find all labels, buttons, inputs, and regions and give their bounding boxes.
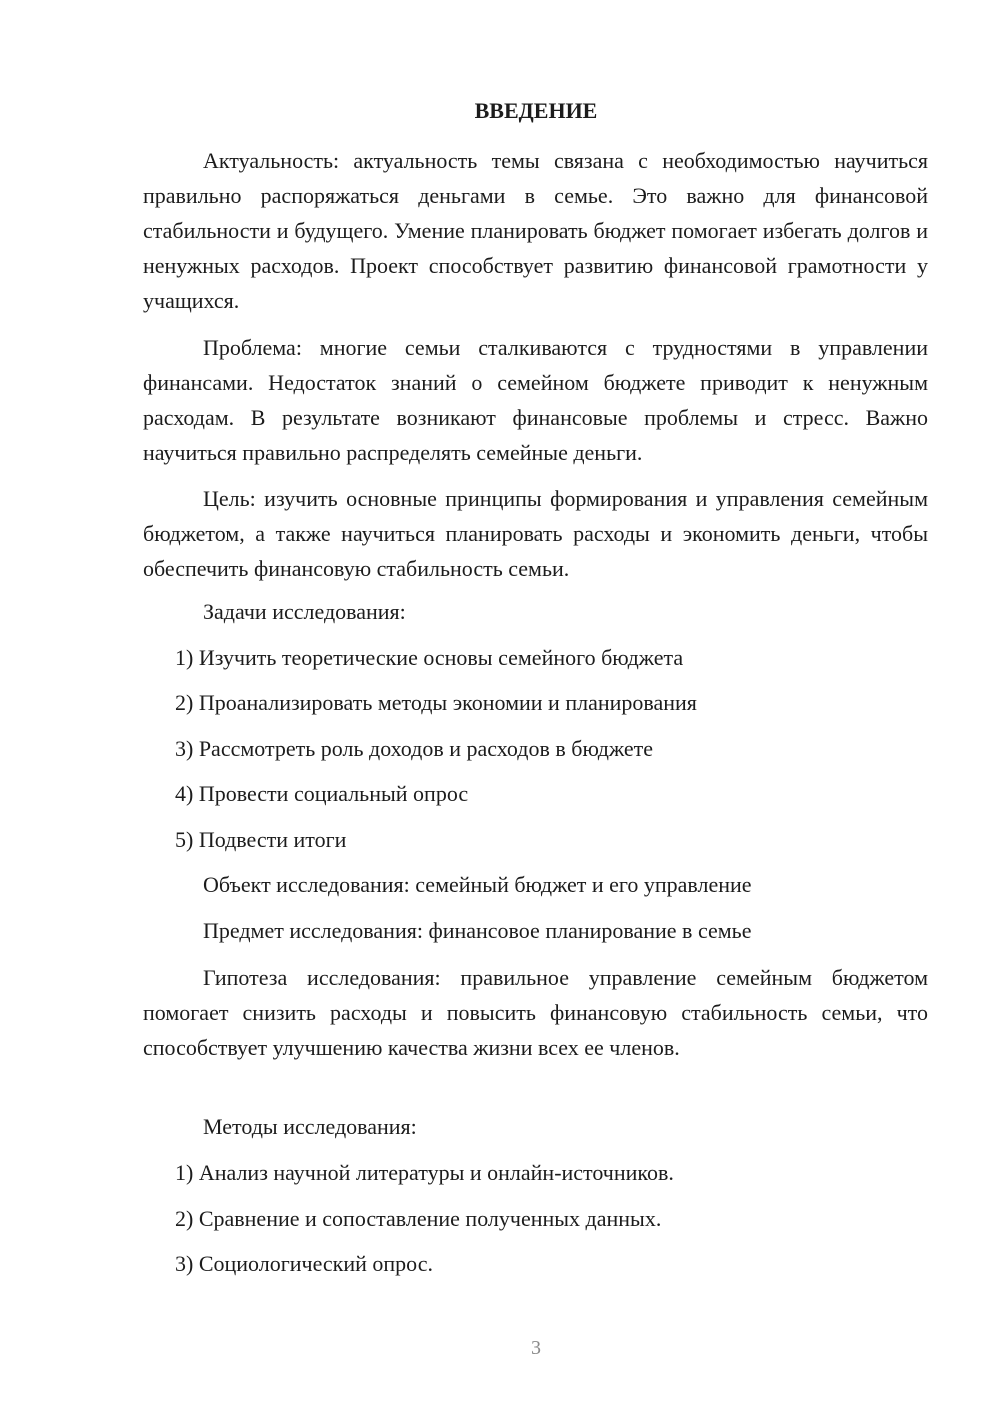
task-item: 4) Провести социальный опрос: [175, 781, 469, 806]
research-object: Объект исследования: семейный бюджет и его управление: [203, 872, 752, 897]
task-item: 5) Подвести итоги: [175, 827, 347, 852]
hypothesis-paragraph: Гипотеза исследования: правильное управление семейным бюджетом помогает снизить расходы и повысить финансовую стабильность семьи, что способствует улучшению качества жизни всех ее членов.: [143, 965, 928, 1060]
problem-paragraph: Проблема: многие семьи сталкиваются с трудностями в управлении финансами. Недостаток знаний о семейном бюджете приводит к ненужным расходам. В результате возникают финансовые проблемы и стресс. Важно научиться правильно распределять семейные деньги.: [143, 335, 928, 465]
section-title: ВВЕДЕНИЕ: [474, 98, 598, 123]
tasks-heading: Задачи исследования:: [203, 599, 406, 624]
method-item: 2) Сравнение и сопоставление полученных данных.: [175, 1206, 662, 1231]
method-item: 3) Социологический опрос.: [175, 1251, 433, 1276]
research-subject: Предмет исследования: финансовое планирование в семье: [203, 918, 752, 943]
task-item: 2) Проанализировать методы экономии и планирования: [175, 690, 697, 715]
page-number: 3: [531, 1337, 541, 1359]
method-item: 1) Анализ научной литературы и онлайн-источников.: [175, 1160, 674, 1185]
task-item: 3) Рассмотреть роль доходов и расходов в бюджете: [175, 736, 654, 761]
methods-heading: Методы исследования:: [203, 1114, 417, 1139]
goal-paragraph: Цель: изучить основные принципы формирования и управления семейным бюджетом, а также научиться планировать расходы и экономить деньги, чтобы обеспечить финансовую стабильность семьи.: [143, 486, 928, 581]
task-item: 1) Изучить теоретические основы семейного бюджета: [175, 645, 684, 670]
relevance-paragraph: Актуальность: актуальность темы связана с необходимостью научиться правильно распоряжаться деньгами в семье. Это важно для финансовой стабильности и будущего. Умение планировать бюджет помогает избегать долгов и ненужных расходов. Проект способствует развитию финансовой грамотности у учащихся.: [143, 148, 928, 313]
